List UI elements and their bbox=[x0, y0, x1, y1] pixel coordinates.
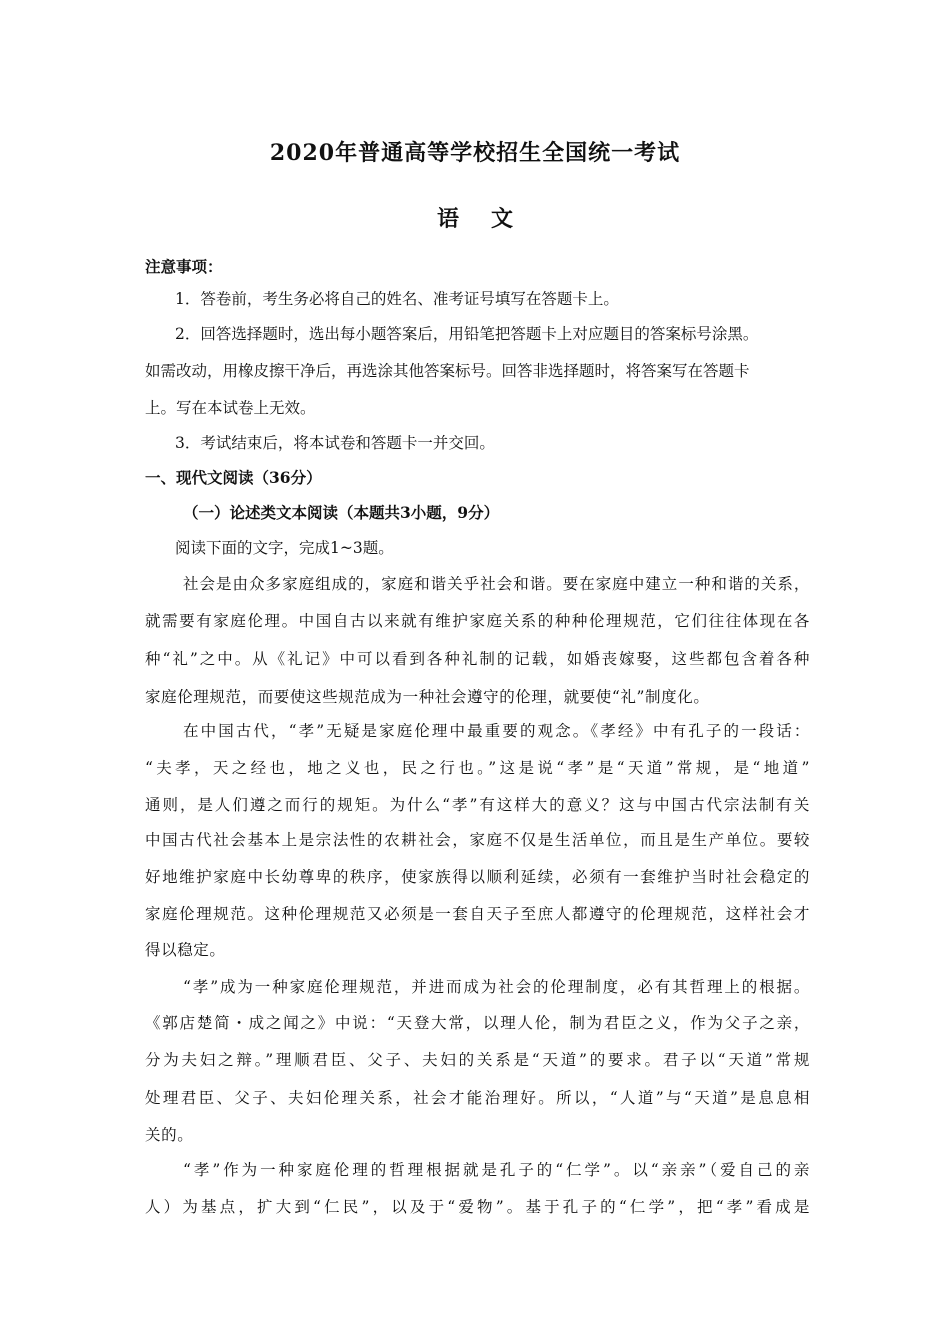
passage-line: 关的。 bbox=[145, 1126, 194, 1144]
passage-line: 好地维护家庭中长幼尊卑的秩序，使家族得以顺利延续，必须有一套维护当时社会稳定的 bbox=[145, 868, 810, 886]
passage-line: “孝”成为一种家庭伦理规范，并进而成为社会的伦理制度，必有其哲理上的根据。 bbox=[183, 978, 810, 996]
passage-line: 中国古代社会基本上是宗法性的农耕社会，家庭不仅是生活单位，而且是生产单位。要较 bbox=[145, 831, 810, 849]
passage-line: 得以稳定。 bbox=[145, 941, 226, 959]
subject-title: 语文 bbox=[436, 206, 545, 232]
passage-line: 就需要有家庭伦理。中国自古以来就有维护家庭关系的种种伦理规范，它们往往体现在各 bbox=[145, 612, 810, 630]
notice-heading: 注意事项： bbox=[145, 257, 223, 276]
reading-instruction: 阅读下面的文字，完成1~3题。 bbox=[175, 539, 394, 557]
exam-title: 2020年普通高等学校招生全国统一考试 bbox=[269, 140, 681, 166]
notice-item: 1．答卷前，考生务必将自己的姓名、准考证号填写在答题卡上。 bbox=[175, 290, 619, 308]
passage-line: 家庭伦理规范。这种伦理规范又必须是一套自天子至庶人都遵守的伦理规范，这样社会才 bbox=[145, 905, 810, 923]
notice-item: 2．回答选择题时，选出每小题答案后，用铅笔把答题卡上对应题目的答案标号涂黑。 bbox=[175, 325, 759, 343]
notice-item: 上。写在本试卷上无效。 bbox=[145, 399, 316, 417]
passage-line: 人）为基点，扩大到“仁民”，以及于“爱物”。基于孔子的“仁学”，把“孝”看成是 bbox=[145, 1198, 810, 1216]
passage-line: “夫孝，天之经也，地之义也，民之行也。”这是说“孝”是“天道”常规，是“地道” bbox=[145, 759, 810, 777]
notice-item: 3．考试结束后，将本试卷和答题卡一并交回。 bbox=[175, 434, 495, 452]
passage-line: 通则，是人们遵之而行的规矩。为什么“孝”有这样大的意义？这与中国古代宗法制有关 bbox=[145, 796, 810, 814]
passage-line: 社会是由众多家庭组成的，家庭和谐关乎社会和谐。要在家庭中建立一种和谐的关系， bbox=[183, 575, 810, 593]
passage-line: 种“礼”之中。从《礼记》中可以看到各种礼制的记载，如婚丧嫁娶，这些都包含着各种 bbox=[145, 650, 810, 668]
sub-section-heading: （一）论述类文本阅读（本题共3小题，9分） bbox=[183, 503, 500, 522]
notice-item: 如需改动，用橡皮擦干净后，再选涂其他答案标号。回答非选择题时，将答案写在答题卡 bbox=[145, 362, 750, 380]
passage-line: 分为夫妇之辩。”理顺君臣、父子、夫妇的关系是“天道”的要求。君子以“天道”常规 bbox=[145, 1051, 810, 1069]
passage-line: 家庭伦理规范，而要使这些规范成为一种社会遵守的伦理，就要使“礼”制度化。 bbox=[145, 688, 710, 706]
passage-line: 《郭店楚简・成之闻之》中说：“天登大常，以理人伦，制为君臣之义，作为父子之亲， bbox=[145, 1014, 810, 1032]
section-heading: 一、现代文阅读（36分） bbox=[145, 468, 322, 487]
passage-line: “孝”作为一种家庭伦理的哲理根据就是孔子的“仁学”。以“亲亲”（爱自己的亲 bbox=[183, 1161, 810, 1179]
passage-line: 在中国古代，“孝”无疑是家庭伦理中最重要的观念。《孝经》中有孔子的一段话： bbox=[183, 722, 810, 740]
passage-line: 处理君臣、父子、夫妇伦理关系，社会才能治理好。所以，“人道”与“天道”是息息相 bbox=[145, 1089, 810, 1107]
